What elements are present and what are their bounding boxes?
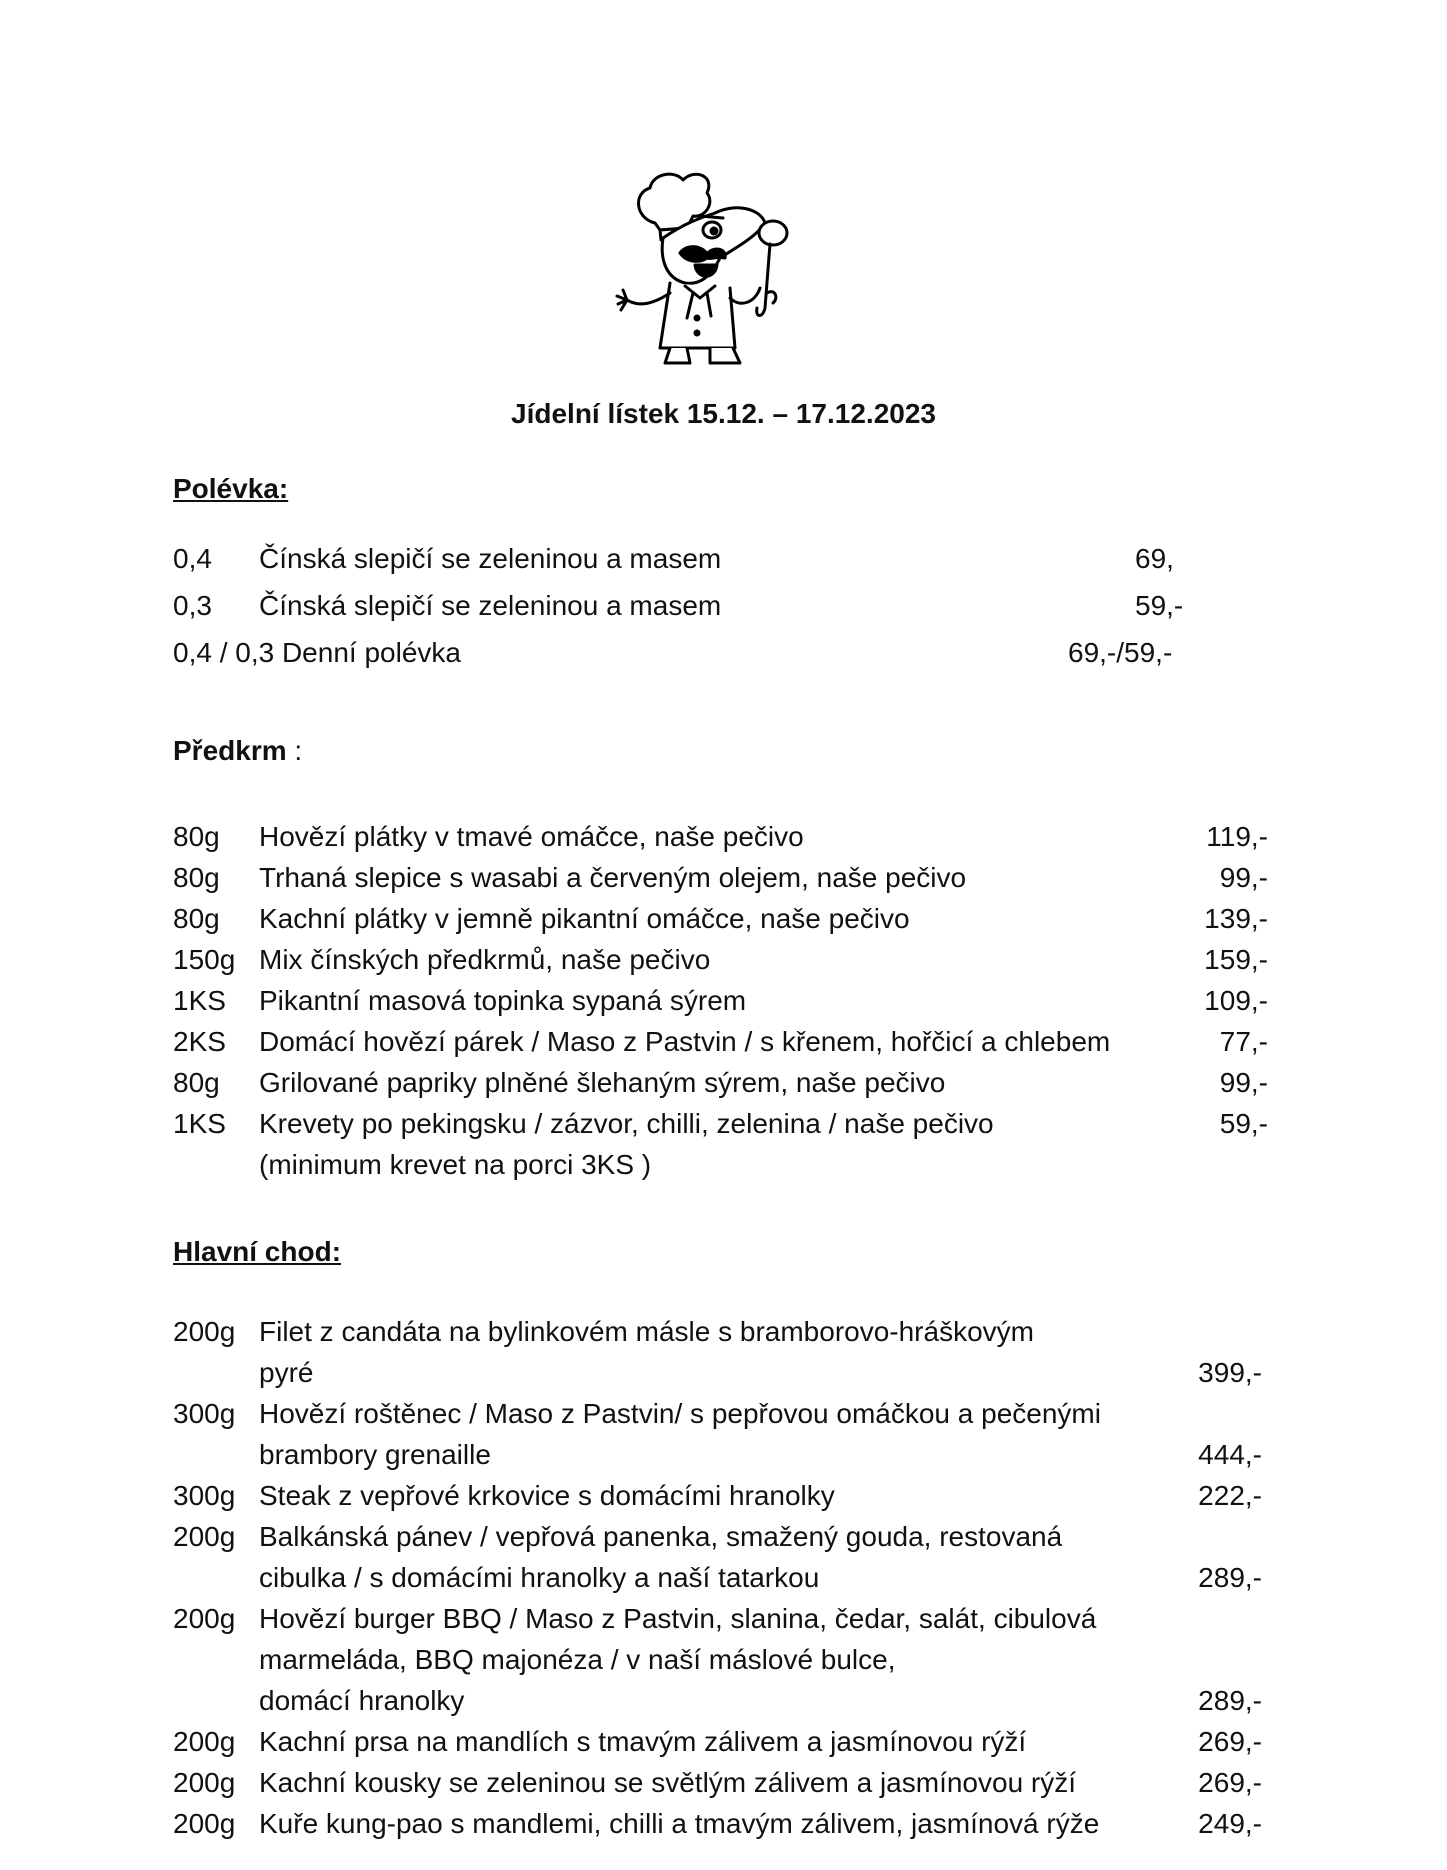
item-price: 69, xyxy=(1135,543,1174,574)
item-desc: Mix čínských předkrmů, naše pečivo xyxy=(259,944,711,975)
item-qty: 2KS xyxy=(173,1026,226,1057)
item-price: 59,- xyxy=(1135,590,1184,621)
starter-heading-suffix: : xyxy=(286,735,303,766)
item-desc: Kachní kousky se zeleninou se světlým zálivem a jasmínovou rýží xyxy=(259,1767,1077,1798)
item-price: 119,- xyxy=(1206,821,1268,852)
soup-heading-text: Polévka: xyxy=(173,473,289,504)
item-price: 444,- xyxy=(1198,1439,1262,1470)
item-desc: Pikantní masová topinka sypaná sýrem xyxy=(259,985,747,1016)
item-desc: Čínská slepičí se zeleninou a masem xyxy=(259,543,722,574)
soup-heading xyxy=(173,473,288,505)
item-desc: Krevety po pekingsku / zázvor, chilli, zelenina / naše pečivo xyxy=(259,1108,994,1139)
item-qty: 200g xyxy=(173,1521,236,1552)
item-desc-continued: (minimum krevet na porci 3KS ) xyxy=(259,1149,652,1180)
item-desc: Hovězí plátky v tmavé omáčce, naše pečivo xyxy=(259,821,804,852)
main-heading-text: Hlavní chod: xyxy=(173,1236,342,1267)
item-price: 269,- xyxy=(1198,1726,1262,1757)
item-qty: 1KS xyxy=(173,1108,226,1139)
item-qty: 0,4 xyxy=(173,543,212,574)
item-price: 99,- xyxy=(1219,862,1268,893)
item-qty: 80g xyxy=(173,862,220,893)
item-desc: Kachní prsa na mandlích s tmavým zálivem a jasmínovou rýží xyxy=(259,1726,1027,1757)
item-desc-continued: marmeláda, BBQ majonéza / v naší máslové bulce, xyxy=(259,1644,896,1675)
item-desc-continued: cibulka / s domácími hranolky a naší tatarkou xyxy=(259,1562,820,1593)
item-price: 399,- xyxy=(1198,1357,1262,1388)
item-qty: 300g xyxy=(173,1398,236,1429)
item-desc: Filet z candáta na bylinkovém másle s bramborovo-hráškovým xyxy=(259,1316,1034,1347)
item-price: 59,- xyxy=(1219,1108,1268,1139)
menu-title: Jídelní lístek 15.12. – 17.12.2023 xyxy=(511,398,936,429)
item-qty: 200g xyxy=(173,1316,236,1347)
item-price: 159,- xyxy=(1204,944,1268,975)
starter-heading-text: Předkrm xyxy=(173,735,287,766)
starter-heading xyxy=(173,735,302,767)
item-price: 289,- xyxy=(1198,1562,1262,1593)
item-qty: 80g xyxy=(173,821,220,852)
item-desc: Trhaná slepice s wasabi a červeným olejem, naše pečivo xyxy=(259,862,967,893)
item-price: 109,- xyxy=(1204,985,1268,1016)
item-qty: 0,3 xyxy=(173,590,212,621)
item-desc-continued: pyré xyxy=(259,1357,314,1388)
item-price: 99,- xyxy=(1219,1067,1268,1098)
item-desc: Domácí hovězí párek / Maso z Pastvin / s křenem, hořčicí a chlebem xyxy=(259,1026,1111,1057)
item-price: 69,-/59,- xyxy=(1068,637,1173,668)
item-desc: Kuře kung-pao s mandlemi, chilli a tmavým zálivem, jasmínová rýže xyxy=(259,1808,1100,1839)
item-price: 77,- xyxy=(1219,1026,1268,1057)
item-qty: 1KS xyxy=(173,985,226,1016)
item-qty: 150g xyxy=(173,944,236,975)
item-qty: 80g xyxy=(173,903,220,934)
item-desc: Balkánská pánev / vepřová panenka, smažený gouda, restovaná xyxy=(259,1521,1063,1552)
item-desc: Hovězí roštěnec / Maso z Pastvin/ s pepřovou omáčkou a pečenými xyxy=(259,1398,1101,1429)
item-desc: Čínská slepičí se zeleninou a masem xyxy=(259,590,722,621)
item-qty: 200g xyxy=(173,1808,236,1839)
item-desc-continued: domácí hranolky xyxy=(259,1685,465,1716)
item-price: 249,- xyxy=(1198,1808,1262,1839)
item-qty: 200g xyxy=(173,1767,236,1798)
item-desc: Steak z vepřové krkovice s domácími hranolky xyxy=(259,1480,835,1511)
item-price: 289,- xyxy=(1198,1685,1262,1716)
item-qty: 80g xyxy=(173,1067,220,1098)
item-desc-continued: brambory grenaille xyxy=(259,1439,491,1470)
item-desc: Hovězí burger BBQ / Maso z Pastvin, slanina, čedar, salát, cibulová xyxy=(259,1603,1097,1634)
item-desc: Kachní plátky v jemně pikantní omáčce, naše pečivo xyxy=(259,903,910,934)
chef-illustration xyxy=(615,168,840,368)
item-qty: 200g xyxy=(173,1726,236,1757)
item-qty: 300g xyxy=(173,1480,236,1511)
item-price: 222,- xyxy=(1198,1480,1262,1511)
main-heading xyxy=(173,1236,341,1268)
item-qty: 200g xyxy=(173,1603,236,1634)
item-price: 269,- xyxy=(1198,1767,1262,1798)
item-desc: Grilované papriky plněné šlehaným sýrem, naše pečivo xyxy=(259,1067,946,1098)
item-qty: 0,4 / 0,3 Denní polévka xyxy=(173,637,461,668)
item-price: 139,- xyxy=(1204,903,1268,934)
